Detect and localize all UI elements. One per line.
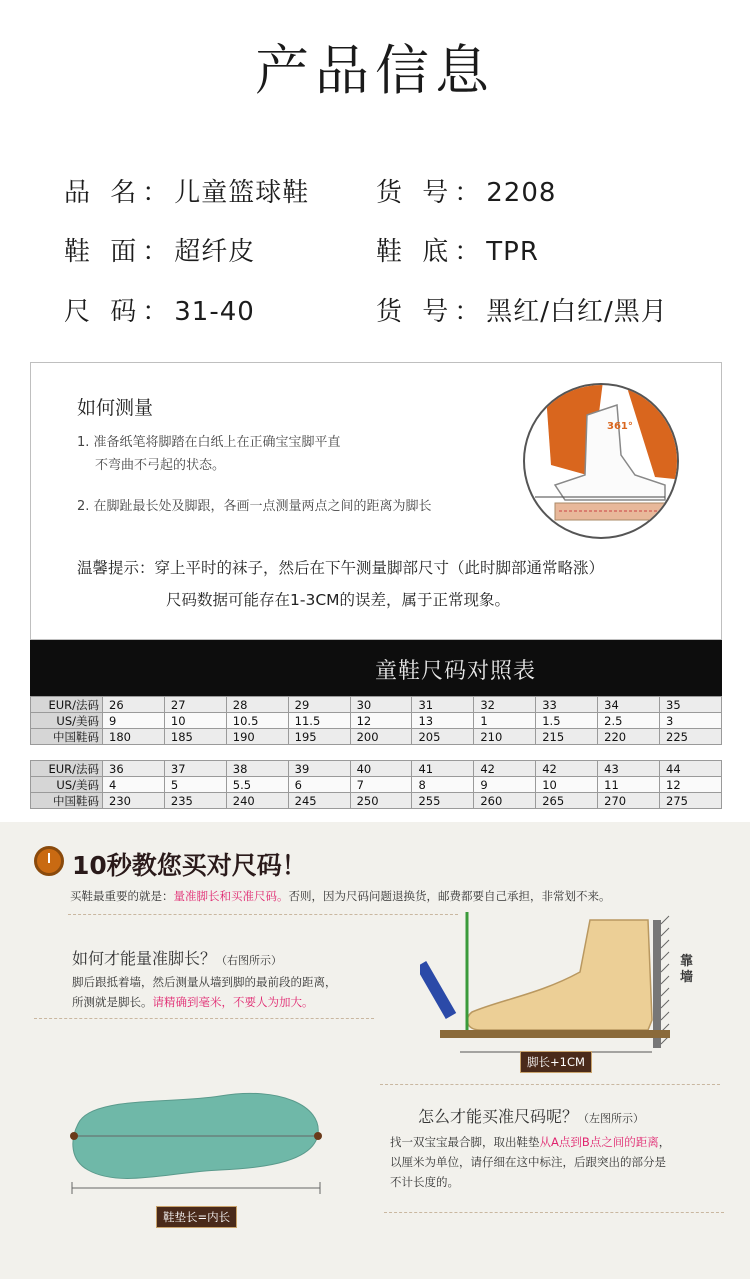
tips-d2-line1b: 从A点到B点之间的距离 xyxy=(539,1135,659,1149)
size-cell: 1.5 xyxy=(536,713,598,729)
tips-q2-text: 怎么才能买准尺码呢？ xyxy=(418,1107,579,1126)
size-cell: 26 xyxy=(103,697,165,713)
tips-d1-line1: 脚后跟抵着墙，然后测量从墙到脚的最前段的距离， xyxy=(72,975,337,989)
product-code xyxy=(376,172,556,209)
size-cell: 32 xyxy=(474,697,536,713)
product-color-label: 货 号： xyxy=(376,297,487,327)
product-color xyxy=(376,291,668,328)
insole-length-tag: 鞋垫长=内长 xyxy=(156,1206,237,1228)
size-cell: 225 xyxy=(660,729,722,745)
tips-q1 xyxy=(72,946,282,969)
size-cell: 190 xyxy=(226,729,288,745)
tips-q2-note: （左图所示） xyxy=(578,1112,645,1125)
size-cell: 42 xyxy=(536,761,598,777)
size-cell: 10 xyxy=(164,713,226,729)
measure-step1-line2: 不弯曲不弓起的状态。 xyxy=(95,458,226,473)
insole-illustration xyxy=(60,1084,340,1204)
size-cell: 200 xyxy=(350,729,412,745)
tips-d1 xyxy=(72,972,337,1012)
measure-tip-line1: 温馨提示：穿上平时的袜子，然后在下午测量脚部尺寸（此时脚部通常略涨） xyxy=(77,559,605,577)
product-sole xyxy=(376,231,539,268)
size-cell: 6 xyxy=(288,777,350,793)
measure-tip-line2: 尺码数据可能存在1-3CM的误差，属于正常现象。 xyxy=(166,591,511,609)
size-row-header: US/美码 xyxy=(31,777,103,793)
product-name-label: 品 名： xyxy=(64,178,175,208)
size-cell: 10 xyxy=(536,777,598,793)
size-table-1 xyxy=(30,696,722,745)
size-cell: 38 xyxy=(226,761,288,777)
size-cell: 4 xyxy=(103,777,165,793)
product-code-value: 2208 xyxy=(486,178,557,208)
wall-label: 靠墙 xyxy=(680,954,694,985)
divider xyxy=(68,914,458,915)
tips-d2-line1c: ， xyxy=(658,1135,671,1149)
tips-d2-line1a: 找一双宝宝最合脚，取出鞋垫 xyxy=(390,1135,540,1149)
tips-q2 xyxy=(418,1104,644,1127)
size-cell: 29 xyxy=(288,697,350,713)
tips-intro-b: 量准脚长和买准尺码。 xyxy=(173,889,289,903)
clock-icon xyxy=(34,846,64,876)
size-cell: 39 xyxy=(288,761,350,777)
size-cell: 30 xyxy=(350,697,412,713)
size-cell: 7 xyxy=(350,777,412,793)
size-cell: 1 xyxy=(474,713,536,729)
sizing-tips-section xyxy=(0,822,750,1279)
size-cell: 11.5 xyxy=(288,713,350,729)
size-cell: 35 xyxy=(660,697,722,713)
size-row xyxy=(31,729,722,745)
product-name-value: 儿童篮球鞋 xyxy=(174,178,310,208)
size-row-header: EUR/法码 xyxy=(31,761,103,777)
size-cell: 265 xyxy=(536,793,598,809)
size-cell: 230 xyxy=(103,793,165,809)
product-size-label: 尺 码： xyxy=(64,297,175,327)
size-cell: 42 xyxy=(474,761,536,777)
size-cell: 205 xyxy=(412,729,474,745)
size-cell: 240 xyxy=(226,793,288,809)
product-sole-label: 鞋 底： xyxy=(376,237,487,267)
size-cell: 8 xyxy=(412,777,474,793)
product-code-label: 货 号： xyxy=(376,178,487,208)
size-cell: 36 xyxy=(103,761,165,777)
size-chart-header xyxy=(30,640,722,696)
measure-step2: 2. 在脚趾最长处及脚跟，各画一点测量两点之间的距离为脚长 xyxy=(77,499,432,514)
size-cell: 33 xyxy=(536,697,598,713)
measure-logo-text: 361° xyxy=(607,421,633,432)
size-cell: 9 xyxy=(103,713,165,729)
size-cell: 180 xyxy=(103,729,165,745)
measure-step1 xyxy=(77,431,341,477)
tips-q1-text: 如何才能量准脚长？ xyxy=(72,949,217,968)
product-upper-label: 鞋 面： xyxy=(64,237,175,267)
divider xyxy=(384,1212,724,1213)
size-row-header: 中国鞋码 xyxy=(31,729,103,745)
size-cell: 5 xyxy=(164,777,226,793)
size-cell: 255 xyxy=(412,793,474,809)
size-cell: 12 xyxy=(660,777,722,793)
tips-d2-line3: 不计长度的。 xyxy=(390,1175,459,1189)
size-cell: 28 xyxy=(226,697,288,713)
tips-d2 xyxy=(390,1132,670,1192)
size-chart-title: 童鞋尺码对照表 xyxy=(375,659,537,684)
size-cell: 275 xyxy=(660,793,722,809)
product-color-value: 黑红/白红/黑月 xyxy=(486,297,668,327)
size-cell: 250 xyxy=(350,793,412,809)
size-cell: 34 xyxy=(598,697,660,713)
size-cell: 215 xyxy=(536,729,598,745)
size-row xyxy=(31,777,722,793)
size-cell: 37 xyxy=(164,761,226,777)
size-row xyxy=(31,793,722,809)
size-row-header: EUR/法码 xyxy=(31,697,103,713)
size-row-header: US/美码 xyxy=(31,713,103,729)
size-row xyxy=(31,761,722,777)
size-cell: 5.5 xyxy=(226,777,288,793)
tips-title: 10秒教您买对尺码！ xyxy=(72,851,307,880)
measure-step1-line1: 1. 准备纸笔将脚踏在白纸上在正确宝宝脚平直 xyxy=(77,435,341,450)
size-cell: 27 xyxy=(164,697,226,713)
tips-intro-a: 买鞋最重要的就是： xyxy=(70,889,174,903)
size-table-2 xyxy=(30,760,722,809)
tips-d1-line2b: 请精确到毫米，不要人为加大。 xyxy=(152,995,314,1009)
size-cell: 11 xyxy=(598,777,660,793)
foot-sock-icon xyxy=(525,385,679,539)
product-name xyxy=(64,172,309,209)
divider xyxy=(34,1018,374,1019)
size-cell: 43 xyxy=(598,761,660,777)
product-size-value: 31-40 xyxy=(174,297,255,327)
measure-panel xyxy=(30,362,722,640)
tips-q1-note: （右图所示） xyxy=(216,954,283,967)
size-cell: 9 xyxy=(474,777,536,793)
size-cell: 31 xyxy=(412,697,474,713)
size-row xyxy=(31,713,722,729)
tips-intro-c: 否则，因为尺码问题退换货，邮费都要自己承担，非常划不来。 xyxy=(288,889,611,903)
measure-heading: 如何测量 xyxy=(77,397,154,419)
product-upper-value: 超纤皮 xyxy=(174,237,256,267)
product-sole-value: TPR xyxy=(486,237,539,267)
size-cell: 13 xyxy=(412,713,474,729)
size-cell: 210 xyxy=(474,729,536,745)
size-cell: 220 xyxy=(598,729,660,745)
size-cell: 10.5 xyxy=(226,713,288,729)
size-cell: 12 xyxy=(350,713,412,729)
size-cell: 245 xyxy=(288,793,350,809)
divider xyxy=(380,1084,720,1085)
size-row xyxy=(31,697,722,713)
tips-d1-line2a: 所测就是脚长。 xyxy=(72,995,153,1009)
size-cell: 235 xyxy=(164,793,226,809)
page-title: 产品信息 xyxy=(255,39,495,102)
size-cell: 185 xyxy=(164,729,226,745)
foot-measure-illustration xyxy=(523,383,679,539)
size-row-header: 中国鞋码 xyxy=(31,793,103,809)
size-cell: 44 xyxy=(660,761,722,777)
product-size xyxy=(64,291,255,328)
size-cell: 2.5 xyxy=(598,713,660,729)
foot-length-tag: 脚长+1CM xyxy=(520,1051,592,1073)
tips-d2-line2: 以厘米为单位，请仔细在这中标注，后跟突出的部分是 xyxy=(390,1155,666,1169)
size-cell: 3 xyxy=(660,713,722,729)
size-cell: 41 xyxy=(412,761,474,777)
size-cell: 40 xyxy=(350,761,412,777)
product-upper xyxy=(64,231,255,268)
size-cell: 195 xyxy=(288,729,350,745)
size-cell: 260 xyxy=(474,793,536,809)
size-cell: 270 xyxy=(598,793,660,809)
